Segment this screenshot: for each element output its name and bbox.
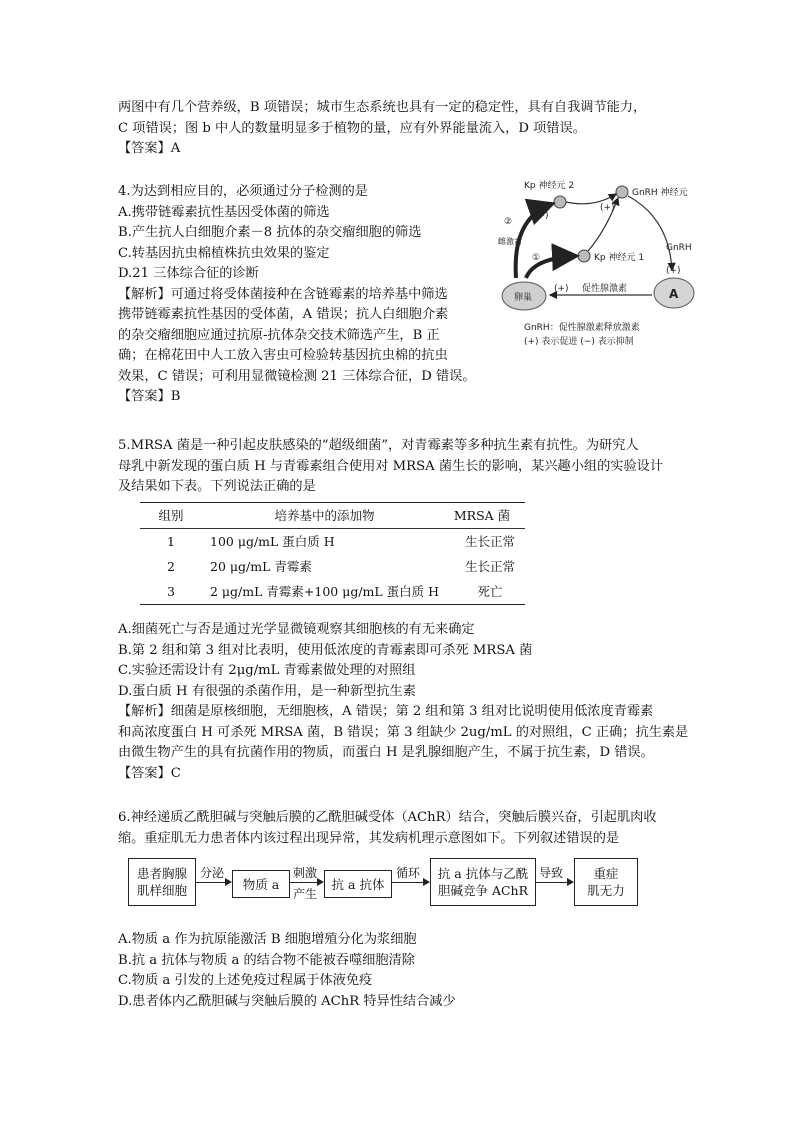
table-cell: 100 μg/mL 蛋白质 H <box>210 534 335 549</box>
flow-box-antibody: 抗 a 抗体 <box>324 870 392 898</box>
table-cell: 死亡 <box>477 584 503 599</box>
q4-analysis-line: 确；在棉花田中人工放入害虫可检验转基因抗虫棉的抗虫 <box>118 348 448 363</box>
flow-box-thymus <box>128 858 196 906</box>
table-cell: 20 μg/mL 青霉素 <box>210 559 312 574</box>
q5-option-a: A.细菌死亡与否是通过光学显微镜观察其细胞核的有无来确定 <box>118 622 475 637</box>
question-6 <box>118 808 657 849</box>
legend-signs: (+) 表示促进 (−) 表示抑制 <box>524 337 634 347</box>
q6-options <box>118 930 456 1012</box>
flow-label: 刺激 <box>293 866 318 880</box>
flow-arrow <box>392 882 428 883</box>
table-header: MRSA 菌 <box>453 508 511 523</box>
kp1-neuron-icon <box>578 250 590 262</box>
table-row <box>140 529 525 554</box>
q4-analysis-line: 的杂交瘤细胞应通过抗原-抗体杂交技术筛选产生，B 正 <box>118 327 440 343</box>
q4-option-c: C.转基因抗虫棉植株抗虫效果的鉴定 <box>118 245 330 261</box>
flow-arrow <box>536 882 572 883</box>
intro-line: C 项错误；图 b 中人的数量明显多于植物的量，应有外界能量流入，D 项错误。 <box>118 120 586 136</box>
q5-analysis-line: 和高浓度蛋白 H 可杀死 MRSA 菌，B 错误；第 3 组缺少 2ug/mL 的对照组，C 正确；抗生素是 <box>118 724 689 740</box>
flow-text: 肌样细胞 <box>136 883 187 898</box>
q5-analysis-line: 【解析】细菌是原核细胞，无细胞核，A 错误；第 2 组和第 3 组对比说明使用低浓度青霉素 <box>118 704 654 719</box>
a-label: A <box>669 287 679 301</box>
ovary-label: 卵巢 <box>514 293 533 303</box>
q4-stem: 4.为达到相应目的，必须通过分子检测的是 <box>118 184 368 199</box>
flow-box-myasthenia <box>574 858 638 906</box>
flow-label: 导致 <box>539 866 564 880</box>
kp1-label: Kp 神经元 1 <box>594 253 645 263</box>
flow-text: 肌无力 <box>587 883 625 898</box>
q4-option-d: D.21 三体综合征的诊断 <box>118 266 259 281</box>
flow-label: 分泌 <box>200 866 225 880</box>
q5-table <box>140 502 525 605</box>
flow-arrow <box>290 882 322 883</box>
hormone-diagram <box>494 178 714 353</box>
q4-option-a: A.携带链霉素抗性基因受体菌的筛选 <box>118 204 330 220</box>
table-row <box>140 554 525 579</box>
flow-box-substance-a: 物质 a <box>232 870 290 898</box>
q5-stem-line: 及结果如下表。下列说法正确的是 <box>118 479 316 494</box>
flow-text: 重症 <box>593 866 619 881</box>
question-5 <box>118 436 663 498</box>
intro-block <box>118 98 646 160</box>
q4-analysis-line: 携带链霉素抗性基因的受体菌，A 错误；抗人白细胞介素 <box>118 307 449 322</box>
table-cell: 生长正常 <box>464 559 515 574</box>
q5-answer: 【答案】C <box>118 765 181 781</box>
table-cell: 1 <box>167 534 175 549</box>
plus-label: (+) <box>554 284 569 294</box>
intro-answer: 【答案】A <box>118 141 181 156</box>
legend-gnrh: GnRH：促性腺激素释放激素 <box>524 323 640 333</box>
gnrh-neuron-icon <box>616 186 628 198</box>
table-header: 培养基中的添加物 <box>274 508 375 523</box>
gnrh-neuron-label: GnRH 神经元 <box>632 188 688 198</box>
estrogen-label: 雌激素 <box>498 237 522 246</box>
q4-analysis-line: 【解析】可通过将受体菌接种在含链霉素的培养基中筛选 <box>118 286 448 302</box>
flow-arrow <box>196 882 230 883</box>
q6-flow-diagram <box>128 856 668 911</box>
table-cell: 2 <box>167 559 175 574</box>
q6-option-c: C.物质 a 引发的上述免疫过程属于体液免疫 <box>118 973 373 988</box>
q5-analysis-line: 由微生物产生的具有抗菌作用的物质，而蛋白 H 是乳腺细胞产生，不属于抗生素，D 错误。 <box>118 745 654 760</box>
q4-option-b: B.产生抗人白细胞介素－8 抗体的杂交瘤细胞的筛选 <box>118 225 422 240</box>
gonadotropin-label: 促性腺激素 <box>582 284 628 294</box>
table-cell: 3 <box>167 584 175 599</box>
table-cell: 生长正常 <box>464 534 515 549</box>
minus-label: (−) <box>558 253 573 263</box>
flow-box-competition <box>430 858 536 906</box>
q6-stem-line: 缩。重症肌无力患者体内该过程出现异常，其发病机理示意图如下。下列叙述错误的是 <box>118 830 620 846</box>
q6-option-b: B.抗 a 抗体与物质 a 的结合物不能被吞噬细胞清除 <box>118 952 415 968</box>
q5-stem-line: 母乳中新发现的蛋白质 H 与青霉素组合使用对 MRSA 菌生长的影响，某兴趣小组的实验设计 <box>118 458 664 474</box>
question-4 <box>118 182 476 408</box>
q5-option-d: D.蛋白质 H 有很强的杀菌作用，是一种新型抗生素 <box>118 683 416 699</box>
flow-label: 循环 <box>396 866 421 880</box>
circle-2: ② <box>504 217 513 227</box>
plus-label: (+) <box>534 211 549 221</box>
table-row <box>140 579 525 604</box>
flow-text: 抗 a 抗体与乙酰 <box>437 866 529 881</box>
circle-1: ① <box>532 253 541 263</box>
plus-label: (+) <box>666 266 681 276</box>
kp2-neuron-icon <box>554 196 566 208</box>
flow-text: 患者胸腺 <box>136 866 187 881</box>
q5-option-c: C.实验还需设计有 2μg/mL 青霉素做处理的对照组 <box>118 663 416 678</box>
plus-label: (+) <box>600 203 615 213</box>
flow-label: 产生 <box>293 887 318 901</box>
table-cell: 2 μg/mL 青霉素+100 μg/mL 蛋白质 H <box>210 584 440 599</box>
q6-option-d: D.患者体内乙酰胆碱与突触后膜的 AChR 特异性结合减少 <box>118 993 456 1009</box>
q6-stem-line: 6.神经递质乙酰胆碱与突触后膜的乙酰胆碱受体（AChR）结合，突触后膜兴奋，引起肌肉收 <box>118 810 657 825</box>
table-header: 组别 <box>158 508 184 523</box>
q5-stem-line: 5.MRSA 菌是一种引起皮肤感染的“超级细菌”，对青霉素等多种抗生素有抗性。为研究人 <box>118 438 639 453</box>
gnrh-label: GnRH <box>666 243 692 253</box>
table-header-row <box>140 503 525 528</box>
kp2-label: Kp 神经元 2 <box>524 181 575 191</box>
q5-options-analysis <box>118 620 688 784</box>
flow-text: 胆碱竞争 AChR <box>437 883 529 898</box>
intro-line: 两图中有几个营养级，B 项错误；城市生态系统也具有一定的稳定性，具有自我调节能力， <box>118 100 647 115</box>
q6-option-a: A.物质 a 作为抗原能激活 B 细胞增殖分化为浆细胞 <box>118 932 417 947</box>
q5-option-b: B.第 2 组和第 3 组对比表明，使用低浓度的青霉素即可杀死 MRSA 菌 <box>118 642 533 658</box>
q4-analysis-line: 效果，C 错误；可利用显微镜检测 21 三体综合征，D 错误。 <box>118 368 476 384</box>
q4-answer: 【答案】B <box>118 389 181 404</box>
